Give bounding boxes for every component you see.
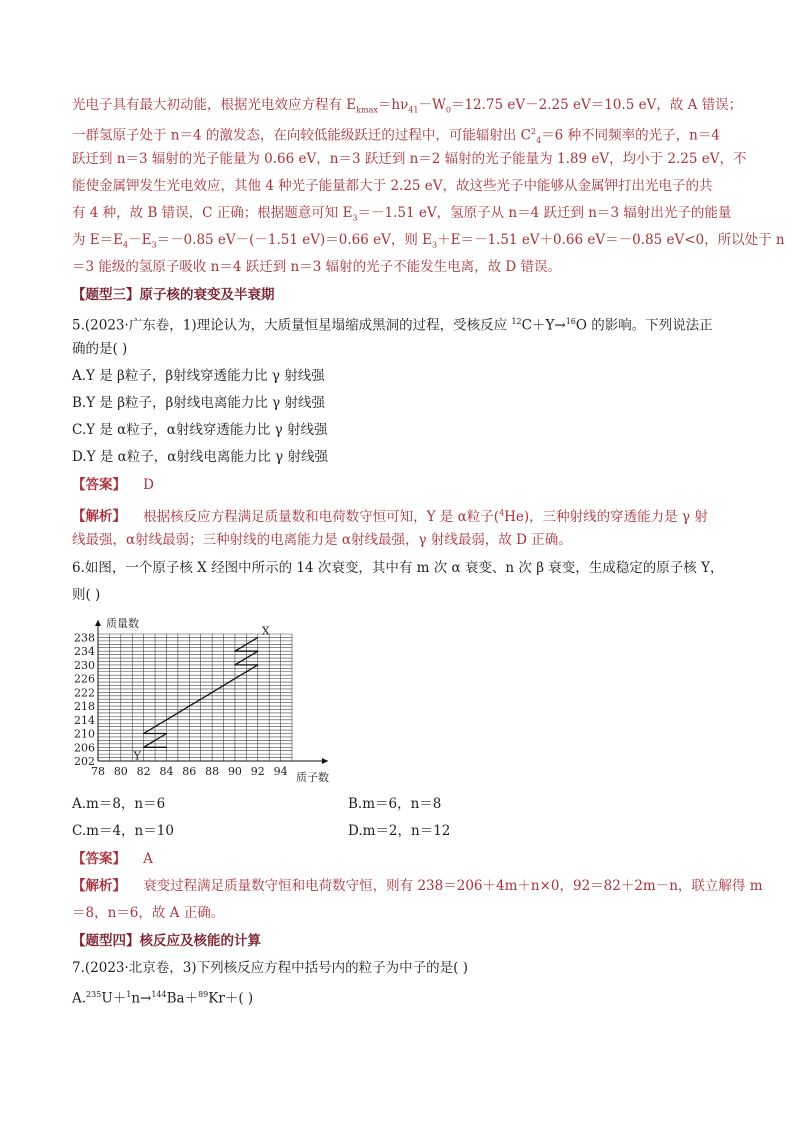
y-tick-label: 202	[74, 755, 95, 768]
x-axis-label: 质子数	[296, 771, 329, 784]
q6-option-a: A.m＝8，n＝6	[72, 796, 166, 812]
q5-option-a: A.Y 是 β粒子，β射线穿透能力比 γ 射线强	[72, 368, 325, 384]
q7-stem: 7.(2023·北京卷，3)下列核反应方程中括号内的粒子为中子的是( )	[72, 960, 468, 976]
end-nucleus-label: Y	[133, 749, 141, 763]
decay-chart	[70, 616, 340, 788]
x-tick-label: 82	[136, 765, 151, 778]
y-tick-label: 234	[74, 645, 95, 659]
solution-line-3: 跃迁到 n＝3 辐射的光子能量为 0.66 eV，n＝3 跃迁到 n＝2 辐射的光子能量为 1.89 eV，均小于 2.25 eV，不	[72, 151, 747, 167]
solution-line-2: 一群氢原子处于 n＝4 的激发态，在向较低能级跃迁的过程中，可能辐射出 $C^2_4=6$ 种不同频率的光子，n＝4	[72, 127, 720, 146]
y-tick-label: 218	[74, 700, 95, 714]
solution-line-4: 能使金属钾发生光电效应，其他 4 种光子能量都大于 2.25 eV，故这些光子中能够从金属钾打出光电子的共	[72, 178, 713, 194]
solution-line-7: ＝3 能级的氢原子吸收 n＝4 跃迁到 n＝3 辐射的光子不能发生电离，故 D 错误。	[72, 259, 562, 275]
y-axis-arrow	[95, 620, 101, 626]
chart-grid	[98, 634, 292, 761]
q5-analysis-line-2: 线最强，α射线最弱；三种射线的电离能力是 α射线最强，γ 射线最弱，故 D 正确。	[72, 532, 572, 548]
x-tick-label: 88	[205, 765, 220, 778]
q6-analysis-line-2: ＝8，n＝6，故 A 正确。	[72, 905, 225, 921]
start-nucleus-label: X	[261, 624, 270, 638]
x-tick-label: 80	[113, 765, 128, 778]
q6-stem-line-2: 则( )	[72, 587, 101, 603]
answer-value: D	[143, 477, 154, 493]
q6-answer	[72, 850, 153, 868]
x-tick-label: 84	[159, 765, 174, 778]
x-tick-label: 92	[250, 765, 265, 778]
analysis-label: 【解析】	[72, 878, 126, 894]
y-tick-label: 206	[74, 741, 95, 755]
q5-stem-line-2: 确的是( )	[72, 341, 128, 357]
x-tick-label: 78	[91, 765, 105, 778]
answer-label: 【答案】	[72, 477, 126, 493]
solution-line-6: 为 $E=E_4-E_3=-0.85$ eV－(－1.51 eV)＝0.66 eV，则 $E_3+E=-1.51$ eV＋0.66 eV＝－0.85 eV<0，所以处于 n	[72, 232, 785, 250]
q5-option-b: B.Y 是 β粒子，β射线电离能力比 γ 射线强	[72, 395, 325, 411]
q6-option-c: C.m＝4，n＝10	[72, 823, 174, 839]
y-axis-label: 质量数	[106, 617, 139, 630]
y-tick-label: 230	[74, 658, 95, 672]
y-tick-label: 222	[74, 686, 95, 700]
solution-line-1: 光电子具有最大初动能，根据光电效应方程有 $E_{kmax}=h\nu_{41}-W_0=12.75$ eV－2.25 eV＝10.5 eV，故 A 错误；	[72, 97, 743, 115]
answer-value: A	[143, 851, 153, 867]
q5-answer	[72, 476, 154, 494]
chart-ticks	[74, 631, 288, 778]
section-heading-3: 【题型三】原子核的衰变及半衰期	[72, 287, 275, 303]
answer-label: 【答案】	[72, 851, 126, 867]
x-tick-label: 86	[182, 765, 197, 778]
q5-analysis-line-1: 【解析】 根据核反应方程满足质量数和电荷数守恒可知，Y 是 α粒子($^4$He)，三种射线的穿透能力是 γ 射	[72, 508, 708, 525]
chart-axes	[95, 620, 328, 764]
y-tick-label: 214	[74, 713, 95, 727]
section-heading-4: 【题型四】核反应及核能的计算	[72, 933, 261, 949]
y-tick-label: 210	[74, 727, 95, 741]
q5-option-c: C.Y 是 α粒子，α射线穿透能力比 γ 射线强	[72, 422, 328, 438]
solution-line-5: 有 4 种，故 B 错误，C 正确；根据题意可知 $E_3=-1.51$ eV，氢原子从 n＝4 跃迁到 n＝3 辐射出光子的能量	[72, 205, 732, 223]
x-axis-arrow	[322, 758, 328, 764]
q5-option-d: D.Y 是 α粒子，α射线电离能力比 γ 射线强	[72, 449, 329, 465]
y-tick-label: 226	[74, 672, 95, 686]
q6-option-b: B.m＝6，n＝8	[348, 796, 442, 812]
q6-analysis-line-1: 【解析】 衰变过程满足质量数守恒和电荷数守恒，则有 238＝206＋4m＋n×0，92＝82＋2m－n，联立解得 m	[72, 878, 763, 894]
x-tick-label: 94	[273, 765, 288, 778]
q7-option-a: A.$^{235}$U＋$^1$n→$^{144}$Ba＋$^{89}$Kr＋( )	[72, 990, 254, 1007]
chart-labels	[106, 616, 329, 784]
q6-option-d: D.m＝2，n＝12	[348, 823, 451, 839]
q6-stem-line-1: 6.如图，一个原子核 X 经图中所示的 14 次衰变，其中有 m 次 α 衰变、n 次 β 衰变，生成稳定的原子核 Y，	[72, 560, 724, 576]
q5-stem-line-1: 5.(2023·广东卷，1)理论认为，大质量恒星塌缩成黑洞的过程，受核反应 $^{12}$C＋Y→$^{16}$O 的影响。下列说法正	[72, 317, 713, 334]
x-tick-label: 90	[227, 765, 242, 778]
y-tick-label: 238	[74, 631, 95, 645]
analysis-label: 【解析】	[72, 508, 126, 525]
